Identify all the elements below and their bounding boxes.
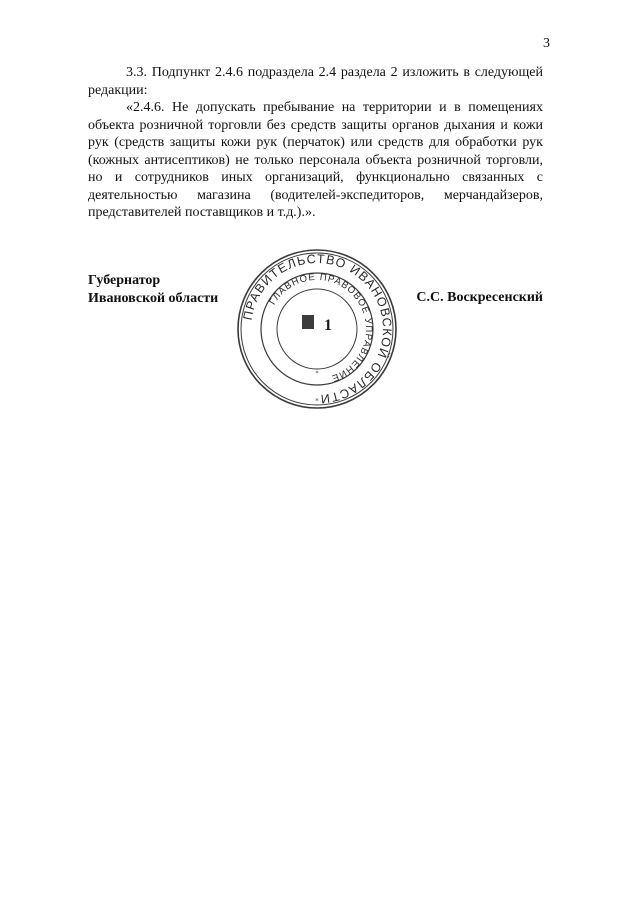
signatory-position-line-2: Ивановской области [88, 291, 219, 306]
signatory-name: С.С. Воскресенский [416, 290, 543, 305]
official-seal [232, 247, 402, 412]
seal-star-inner: * [315, 370, 319, 377]
paragraph-2: «2.4.6. Не допускать пребывание на территории и в помещениях объекта розничной торговли без средств защиты органов дыхания и кожи рук (средств защиты кожи рук (перчаток) или средств для обработки рук (кожных антисептиков) не только персонала объекта розничной торговли, но и сотрудников иных организаций, функционально связанных с деятельностью магазина (водителей-экспедиторов, мерчандайзеров, представителей поставщиков и т.д.).». [88, 100, 543, 220]
document-body [88, 64, 543, 222]
seal-star-bottom: * [315, 397, 319, 405]
signatory-position-line-1: Губернатор [88, 273, 161, 288]
seal-outer-textpath: ПРАВИТЕЛЬСТВО ИВАНОВСКОЙ ОБЛАСТИ [240, 251, 395, 407]
seal-inner-textpath: ГЛАВНОЕ ПРАВОВОЕ УПРАВЛЕНИЕ [267, 271, 375, 384]
page-number: 3 [543, 36, 550, 51]
seal-center-number: 1 [324, 317, 332, 334]
signature-mark [302, 315, 314, 329]
paragraph-1: 3.3. Подпункт 2.4.6 подраздела 2.4 раздела 2 изложить в следующей редакции: [88, 65, 543, 98]
